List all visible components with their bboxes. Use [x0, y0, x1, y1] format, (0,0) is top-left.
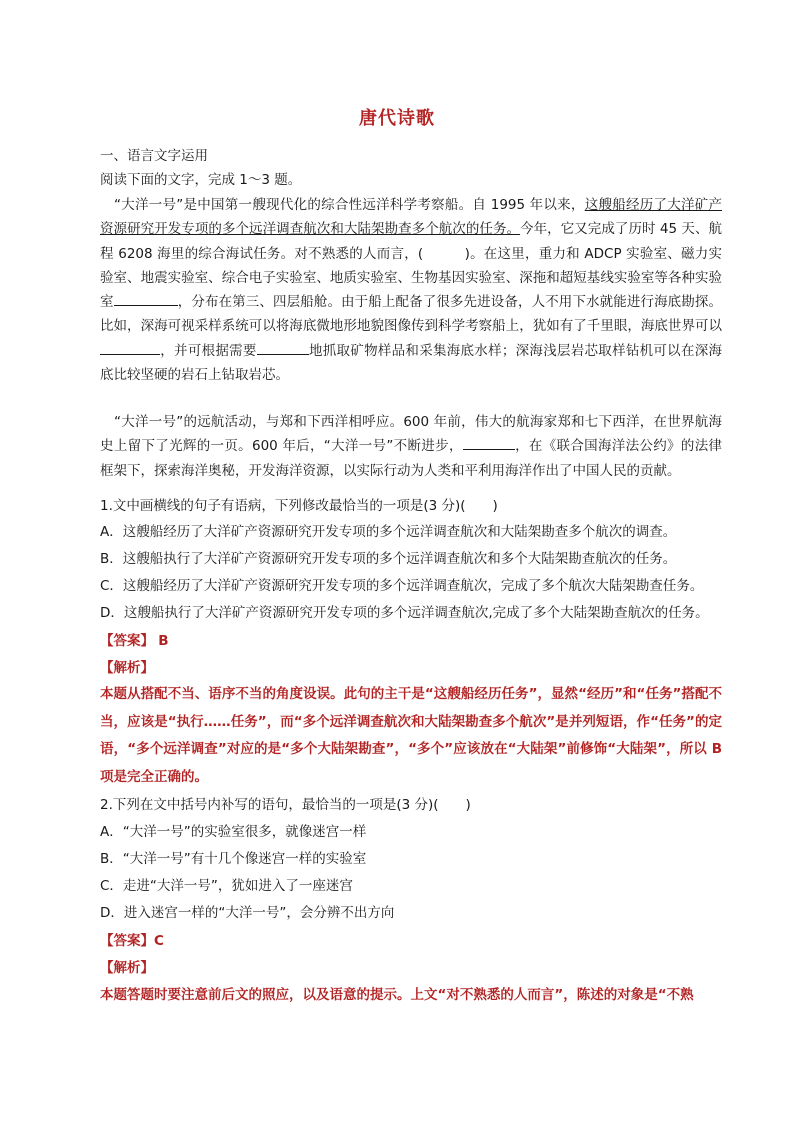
answer-label: 【答案】 [100, 933, 154, 949]
blank-1 [114, 291, 178, 306]
question-1-option-d: D．这艘船执行了大洋矿产资源研究开发专项的多个远洋调查航次,完成了多个大陆架勘查航次的任务。 [100, 605, 709, 621]
analysis-label: 【解析】 [100, 660, 154, 676]
passage1-text-e: 地抓取矿物样品和采集海底水样；深海浅层岩芯取样钻机可以在深海底比较坚硬的岩石上钻取岩芯。 [100, 342, 723, 384]
answer-value: C [154, 933, 164, 949]
question-2-analysis: 本题答题时要注意前后文的照应，以及语意的提示。上文“对不熟悉的人而言”，陈述的对象是“不熟 [100, 987, 694, 1003]
blank-4 [463, 435, 515, 450]
question-2-stem: 2.下列在文中括号内补写的语句，最恰当的一项是(3 分)( ) [100, 797, 471, 813]
question-1-option-b: B．这艘船执行了大洋矿产资源研究开发专项的多个远洋调查航次和多个大陆架勘查航次的任务。 [100, 551, 677, 567]
question-1-analysis-label [100, 658, 725, 678]
question-2-option-d: D．进入迷宫一样的“大洋一号”，会分辨不出方向 [100, 905, 395, 921]
passage1-text-a: “大洋一号”是中国第一艘现代化的综合性远洋科学考察船。自 1995 年以来， [114, 197, 585, 213]
passage1-text-b: 今年，它又完成了历时 45 天、航程 6208 海里的综合海试任务。对不熟悉的人而言，( )。在这里，重力和 ADCP 实验室、磁力实验室、地震实验室、综合电子实验室、地质实验室、生物基因实验室、深拖和超短基线实验室等各种实验室 [100, 221, 723, 311]
blank-2 [100, 340, 160, 355]
page-title: 唐代诗歌 [359, 108, 435, 129]
underlined-sentence: 这艘船经历了大洋矿产资源研究开发专项的多个远洋调查航次和大陆架勘查多个航次的任务。 [100, 197, 723, 238]
blank-3 [257, 340, 309, 355]
analysis-label: 【解析】 [100, 960, 154, 976]
question-2-option-a: A．“大洋一号”的实验室很多，就像迷宫一样 [100, 824, 367, 840]
question-1-stem: 1.文中画横线的句子有语病，下列修改最恰当的一项是(3 分)( ) [100, 498, 498, 514]
instruction-text: 阅读下面的文字，完成 1～3 题。 [100, 172, 302, 188]
passage-paragraph-2 [100, 410, 722, 483]
question-1-answer [100, 631, 725, 651]
answer-label: 【答案】 [100, 633, 154, 649]
question-1-option-a: A．这艘船经历了大洋矿产资源研究开发专项的多个远洋调查航次和大陆架勘查多个航次的调查。 [100, 524, 677, 540]
section-heading: 一、语言文字运用 [100, 148, 208, 164]
question-2-option-c: C．走进“大洋一号”，犹如进入了一座迷宫 [100, 878, 353, 894]
passage1-text-d: ，并可根据需要 [160, 342, 257, 359]
passage-paragraph-1 [100, 193, 722, 387]
passage1-text-c: ，分布在第三、四层船舱。由于船上配备了很多先进设备，人不用下水就能进行海底勘探。比如，深海可视采样系统可以将海底微地形地貌图像传到科学考察船上，犹如有了千里眼，海底世界可以 [100, 294, 723, 335]
question-1-option-c: C．这艘船经历了大洋矿产资源研究开发专项的多个远洋调查航次，完成了多个航次大陆架勘查任务。 [100, 578, 704, 594]
question-2-answer [100, 931, 725, 951]
question-2-analysis-label [100, 958, 725, 978]
passage2-text-a: “大洋一号”的远航活动，与郑和下西洋相呼应。600 年前，伟大的航海家郑和七下西洋，在世界航海史上留下了光辉的一页。600 年后，“大洋一号”不断进步， [100, 414, 722, 455]
answer-value: B [158, 633, 169, 649]
passage2-text-b: ，在《联合国海洋法公约》的法律框架下，探索海洋奥秘，开发海洋资源，以实际行动为人类和平利用海洋作出了中国人民的贡献。 [100, 438, 723, 479]
question-2-option-b: B．“大洋一号”有十几个像迷宫一样的实验室 [100, 851, 367, 867]
question-1-analysis: 本题从搭配不当、语序不当的角度设误。此句的主干是“这艘船经历任务”，显然“经历”和“任务”搭配不当，应该是“执行……任务”，而“多个远洋调查航次和大陆架勘查多个航次”是并列短语，作“任务”的定语，“多个远洋调查”对应的是“多个大陆架勘查”，“多个”应该放在“大陆架”前修饰“大陆架”，所以 B 项是完全正确的。 [100, 686, 722, 785]
